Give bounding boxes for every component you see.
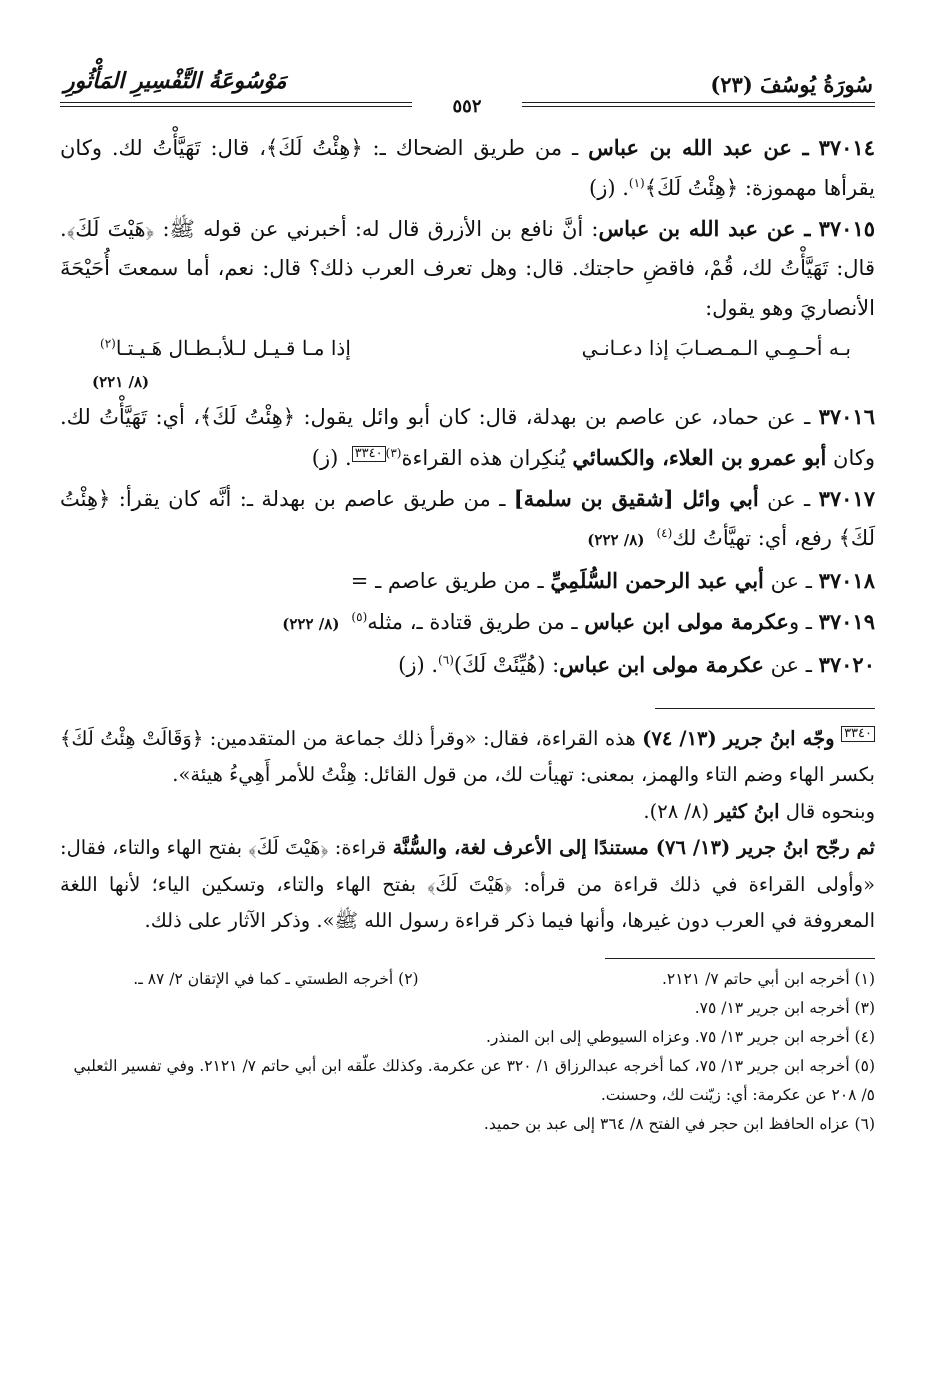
note-box-marker: ٣٣٤٠ [841, 726, 875, 742]
narrator: أبي عبد الرحمن السُّلَمِيِّ [550, 568, 764, 594]
note-box-marker: ٣٣٤٠ [352, 446, 386, 462]
document-page [60, 58, 875, 1358]
entry-text: ـ و [788, 609, 819, 634]
footnote-marker: (٤) [656, 526, 673, 541]
entry-37014 [60, 128, 875, 209]
entry-37018 [60, 561, 875, 602]
entry-tail: . (ز) [589, 175, 629, 200]
entry-text: ـ من طريق قتادة ـ، مثله [367, 609, 585, 634]
entry-text: ـ من طريق الضحاك ـ: ﴿هِئْتُ لَكَ﴾، قال: تَهَيَّأْتُ لك. وكان يقرأها مهموزة: ﴿هِئْتُ لَكَ﴾ [60, 136, 875, 200]
verse-second-half: إذا مـا قـيـل لـلأبـطـال هَـيـتـا$^{(٢)}$ [100, 335, 351, 360]
footnote-4: (٤) أخرجه ابن جرير ١٣/ ٧٥. وعزاه السيوطي إلى ابن المنذر. [485, 1027, 875, 1046]
narrator: أبو عمرو بن العلاء، والكسائي [572, 444, 827, 470]
narrator: أبي وائل [شقيق بن سلمة] [513, 485, 759, 511]
narrator: عكرمة مولى ابن عباس [559, 651, 764, 677]
surah-title: سُورَةُ يُوسُفَ (٢٣) [710, 72, 873, 97]
entry-text: يُنكِران هذه القراءة [401, 445, 573, 470]
footnote-6: (٦) عزاه الحافظ ابن حجر في الفتح ٨/ ٣٦٤ إلى عبد بن حميد. [483, 1114, 875, 1133]
verse-first-half: بـه أحـمِـي الـمـصـابَ إذا دعـانـي [581, 335, 851, 360]
note-text: قراءة: ﴿هَيْتَ لَكَ﴾ بفتح الهاء والتاء، فقال: «وأولى القراءة في ذلك قراءة من قرأه: ﴿هَيْتَ لَكَ﴾ بفتح الهاء والتاء، وتسكين الياء؛ لأنها اللغة المعروفة في العرب دون غيرها، وأنها فيما ذكر قراءة رسول الله ﷺ». وذكر الآثار على ذلك. [60, 836, 875, 933]
footnote-marker: (٥) [351, 609, 368, 624]
narrator: ـ عن عبد الله بن عباس [598, 215, 811, 241]
entry-text: ـ عن [763, 569, 819, 594]
narrator: عكرمة مولى ابن عباس [584, 608, 789, 634]
entry-tail: . (ز) [311, 445, 352, 470]
footnote-marker: (٦) [438, 652, 454, 667]
footnotes-separator [605, 958, 875, 959]
footnote-1: (١) أخرجه ابن أبي حاتم ٧/ ٢١٢١. [661, 969, 875, 988]
entry-number: ٣٧٠٢٠ [818, 651, 875, 677]
footnote-marker: (١) [628, 175, 645, 190]
note-bold: ابنُ كثير [715, 799, 780, 823]
book-title: مَوْسُوعَةُ التَّفْسِيرِ المَأْثُورِ [64, 68, 287, 94]
entry-number: ٣٧٠١٥ [818, 215, 876, 241]
page-number: ٥٥٢ [412, 96, 522, 118]
footnotes [60, 965, 875, 1139]
entry-37019 [60, 602, 875, 645]
poetry-verse [60, 329, 875, 367]
narrator: ـ عن عبد الله بن عباس [588, 135, 809, 160]
note-text: وبنحوه قال [779, 799, 875, 823]
note-text: (٨/ ٢٨). [643, 799, 716, 823]
volume-reference: (٨/ ٢٢١) [92, 372, 150, 391]
entry-text: ـ عن [758, 486, 819, 511]
page-header [60, 58, 875, 117]
footnote-2: (٢) أخرجه الطستي ـ كما في الإتقان ٢/ ٨٧ ـ. [133, 969, 419, 988]
entry-37020 [60, 645, 875, 686]
note-paragraph [60, 794, 875, 831]
entry-37016 [60, 397, 875, 479]
entry-number: ٣٧٠١٩ [818, 608, 875, 634]
notes-separator [655, 708, 875, 709]
entry-tail: . (ز) [398, 652, 439, 677]
entry-text: ـ عن [763, 652, 819, 677]
footnote-5: (٥) أخرجه ابن جرير ١٣/ ٧٥، كما أخرجه عبدالرزاق ١/ ٣٢٠ عن عكرمة. وكذلك علّقه ابن أبي حاتم ٧/ ٢١٢١. وفي تفسير الثعلبي ٥/ ٢٠٨ عن عكرمة: أي: زيّنت لك، وحسنت. [73, 1056, 875, 1104]
commentary-notes [60, 721, 875, 940]
footnote-row [60, 965, 875, 994]
footnote-marker: (٣) [385, 445, 402, 460]
footnote-marker: (٢) [100, 336, 116, 351]
main-text [60, 128, 875, 686]
entry-number: ٣٧٠١٨ [818, 568, 875, 594]
footnote-3: (٣) أخرجه ابن جرير ١٣/ ٧٥. [694, 998, 875, 1017]
volume-reference: (٨/ ٢٢٢) [587, 531, 645, 550]
entry-text: ـ من طريق عاصم بن بهدلة ـ: أنَّه كان يقرأ: ﴿هِئْتُ لَكَ﴾ رفع، أي: تهيَّأتُ لك [60, 486, 875, 551]
note-text: هذه القراءة، فقال: «وقرأ ذلك جماعة من المتقدمين: ﴿وَقَالَتْ هِئْتُ لَكَ﴾ بكسر الهاء وضم التاء والهمز، بمعنى: تهيأت لك، من قول القائل: هِئْتُ للأمر أَهِيءُ هيئة». [60, 726, 875, 787]
entry-37017 [60, 479, 875, 562]
note-paragraph [60, 830, 875, 940]
volume-reference: (٨/ ٢٢٢) [282, 614, 340, 633]
entry-number: ٣٧٠١٧ [818, 485, 876, 511]
entry-text: ـ من طريق عاصم ـ = [350, 569, 551, 594]
entry-text: : (هُيِّئَتْ لَكَ) [453, 652, 560, 677]
note-bold: ثم رجّح ابنُ جرير (١٣/ ٧٦) مستندًا إلى الأعرف لغة، والسُّنَّة [392, 836, 875, 860]
entry-number: ٣٧٠١٦ [818, 403, 875, 429]
entry-text: ـ عن حماد، عن عاصم بن بهدلة، قال: كان أبو وائل يقول: ﴿هِئْتُ لَكَ﴾، أي: تَهَيَّأْتُ لك. وكان [60, 404, 875, 470]
entry-text: : أنَّ نافع بن الأزرق قال له: أخبرني عن قوله ﷺ: ﴿هَيْتَ لَكَ﴾. قال: تَهَيَّأْتُ لك، قُمْ، فاقضِ حاجتك. قال: وهل تعرف العرب ذلك؟ قال: نعم، أما سمعتَ أُحَيْحَةَ الأنصاريَ وهو يقول: [60, 216, 875, 321]
entry-37015 [60, 209, 875, 329]
note-bold: وجّه ابنُ جرير (١٣/ ٧٤) [642, 726, 835, 750]
note-paragraph [60, 721, 875, 794]
entry-number: ٣٧٠١٤ [818, 135, 875, 160]
